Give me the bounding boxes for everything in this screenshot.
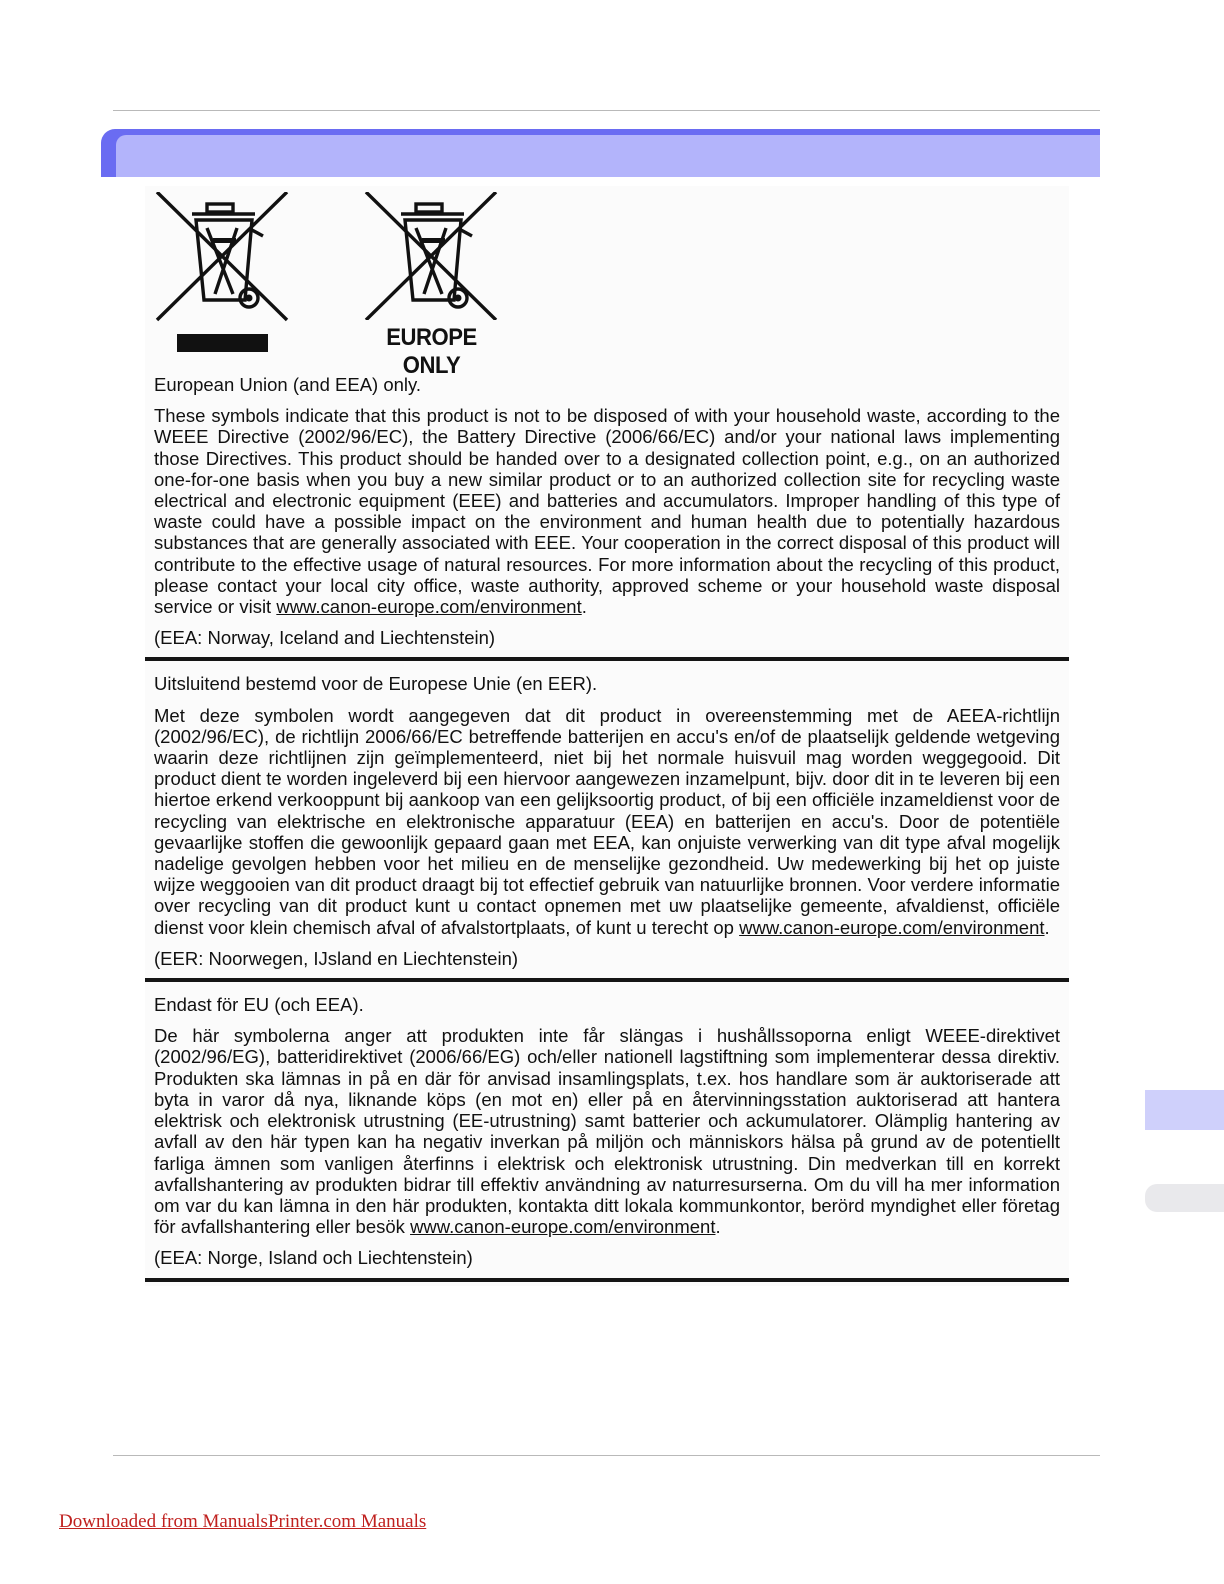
bottom-rule [113,1455,1100,1456]
environment-link[interactable]: www.canon-europe.com/environment [276,596,582,618]
section-body-text: Met deze symbolen wordt aangegeven dat dit product in overeenstemming met de AEEA-richtlijn (2002/96/EC), de richtlijn 2006/66/EC betreffende batterijen en accu's en/of de plaatselijk geldende wetgeving waarin deze richtlijnen zijn geïmplementeerd, niet bij het normale huisvuil mag worden weggegooid. Dit product dient te worden ingeleverd bij een hiervoor aangewezen inzamelpunt, bijv. door dit in te leveren bij een hiertoe erkend verkooppunt bij aankoop van een gelijksoortig product, of bij een officiële inzameldienst voor de recycling van elektrische en elektronische apparatuur (EEA) en batterijen en accu's. Door de potentiële gevaarlijke stoffen die gewoonlijk gepaard gaan met EEA, kan onjuiste verwerking van dit type afval mogelijk nadelige gevolgen hebben voor het milieu en de menselijke gezondheid. Uw medewerking bij het op juiste wijze weggooien van dit product draagt bij tot effectief gebruik van natuurlijke bronnen. Voor verdere informatie over recycling van dit product kunt u contact opnemen met uw plaatselijke gemeente, afvaldienst, officiële dienst voor klein chemisch afval of afvalstortplaats, of kunt u terecht op [154,704,1060,938]
download-source-link[interactable]: Downloaded from ManualsPrinter.com Manuals [59,1511,427,1532]
section-heading: European Union (and EEA) only. [154,374,422,395]
section-divider [145,978,1069,982]
section-divider [145,1278,1069,1282]
side-index-tab[interactable] [1145,1184,1224,1212]
section-body-text: These symbols indicate that this product is not to be disposed of with your household waste, according to the WEEE Directive (2002/96/EC), the Battery Directive (2006/66/EC) and/or your national laws implementing those Directives. This product should be handed over to a designated collection point, e.g., on an authorized one-for-one basis when you buy a new similar product or to an authorized collection site for recycling waste electrical and electronic equipment (EEE) and batteries and accumulators. Improper handling of this type of waste could have a possible impact on the environment and human health due to potentially hazardous substances that are generally associated with EEE. Your cooperation in the correct disposal of this product will contribute to the effective usage of natural resources. For more information about the recycling of this product, please contact your local city office, waste authority, approved scheme or your household waste disposal service or visit [154,405,1060,618]
section-body [154,405,1060,617]
notice-section-english [145,366,1069,657]
environment-link[interactable]: www.canon-europe.com/environment [410,1216,716,1238]
section-footnote: (EER: Noorwegen, IJsland en Liechtenstein) [154,947,519,969]
notice-section-dutch [145,665,1069,978]
crossed-out-wheelie-bin-icon [155,192,290,352]
environment-link[interactable]: www.canon-europe.com/environment [739,916,1045,938]
section-heading: Endast för EU (och EEA). [154,994,364,1016]
side-index-tab-active[interactable] [1145,1090,1224,1130]
section-body-text: De här symbolerna anger att produkten inte får slängas i hushållssoporna enligt WEEE-direktivet (2002/96/EG), batteridirektivet (2006/66/EG) och/eller nationell lagstiftning som implementerar dessa direktiv. Produkten ska lämnas in på en där för anvisad insamlingsplats, t.ex. hos handlare som är auktoriserade att byta in varor då nya, liknande köps (en mot en) eller på en återvinningsstation auktoriserad att hantera elektrisk och elektronisk utrustning (EE-utrustning) samt batterier och ackumulatorer. Olämplig hantering av avfall av den här typen kan ha negativ inverkan på miljön och människors hälsa på grund av de potentiellt farliga ämnen som vanligen återfinns i elektrisk och elektronisk utrustning. Din medverkan till en korrekt avfallshantering av produkten bidrar till effektiv användning av naturresurserna. Om du vill ha mer information om var du kan lämna in den här produkten, kontakta ditt lokala kommunkontor, berörd myndighet eller företag för avfallshantering eller besök [154,1025,1060,1238]
weee-notice [145,186,1069,1286]
section-body-end: . [715,1216,721,1238]
section-body-end: . [581,596,587,618]
section-body [154,705,1060,938]
section-body-end: . [1044,916,1050,938]
notice-section-swedish [145,986,1069,1277]
section-footnote: (EEA: Norge, Island och Liechtenstein) [154,1247,473,1269]
section-heading: Uitsluitend bestemd voor de Europese Unie (en EER). [154,673,598,695]
crossed-out-wheelie-bin-icon [364,192,499,320]
section-header-band-inner [116,135,1100,177]
recycling-symbols [145,186,1069,379]
section-divider [145,657,1069,661]
europe-only-caption: EUROPE ONLY [386,324,477,379]
top-rule [113,110,1100,111]
section-body [154,1025,1060,1237]
section-footnote: (EEA: Norway, Iceland and Liechtenstein) [154,627,496,649]
